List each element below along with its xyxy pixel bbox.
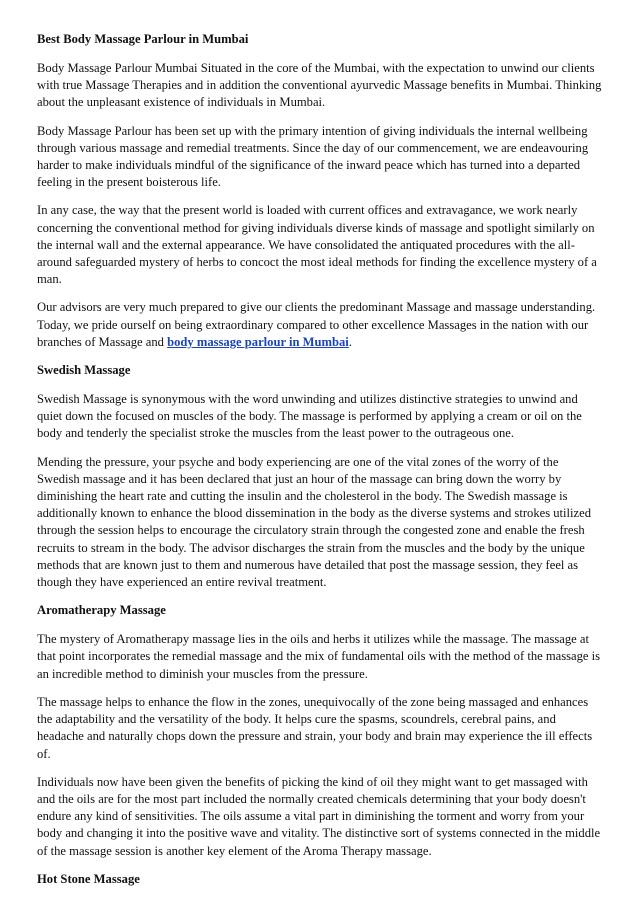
document-page <box>37 31 602 900</box>
aromatherapy-paragraph: The mystery of Aromatherapy massage lies in the oils and herbs it utilizes while the massage. The massage at that point incorporates the remedial massage and the mix of fundamental oils with the method of the massage is an incredible method to diminish your muscles from the pressure. <box>37 632 601 681</box>
section-heading-aromatherapy: Aromatherapy Massage <box>37 603 166 618</box>
section-heading-hot-stone: Hot Stone Massage <box>37 871 140 886</box>
advisors-paragraph <box>37 299 602 351</box>
aromatherapy-paragraph: Individuals now have been given the benefits of picking the kind of oil they might want to get massaged with and the oils are for the most part included the normally created chemicals determining that your body doesn't endure any kind of sensitivities. The oils assume a vital part in diminishing the torment and worry from your body and changing it into the positive wave and vitality. The distinctive sort of systems connected in the middle of the massage session is another key element of the Aroma Therapy massage. <box>37 774 601 858</box>
section-heading-swedish: Swedish Massage <box>37 363 131 378</box>
swedish-paragraph: Swedish Massage is synonymous with the word unwinding and utilizes distinctive strategies to unwind and quiet down the focused on muscles of the body. The massage is performed by applying a cream or oil on the body and tenderly the specialist stroke the muscles from the least power to the outrageous one. <box>37 392 582 441</box>
swedish-paragraph: Mending the pressure, your psyche and body experiencing are one of the vital zones of the worry of the Swedish massage and it has been declared that just an hour of the massage can bring down the worry by diminishing the heart rate and cutting the insulin and the cholesterol in the body. The Swedish massage is additionally known to enhance the blood dissemination in the body as the diverse systems and strokes utilized through the session helps to encourage the circulatory strain through the congested zone and enable the fresh recruits to stream in the body. The advisor discharges the strain from the muscles and the body by the unique methods that are known just to them and numerous have detailed that post the massage session, they feel as though they have experienced an entire revival treatment. <box>37 454 592 590</box>
aromatherapy-paragraph: The massage helps to enhance the flow in the zones, unequivocally of the zone being massaged and enhances the adaptability and the versatility of the body. It helps cure the spasms, scoundrels, cerebral pains, and headache and naturally chops down the pressure and strain, your body and brain may experience the ill effects of. <box>37 694 593 761</box>
advisors-text: Our advisors are very much prepared to give our clients the predominant Massage and massage understanding. Today, we pride ourself on being extraordinary compared to other excellence Massages in the nation with our branches of Massage and <box>37 300 596 349</box>
intro-paragraph: Body Massage Parlour Mumbai Situated in the core of the Mumbai, with the expectation to unwind our clients with true Massage Therapies and in addition the conventional ayurvedic Massage benefits in Mumbai. Thinking about the unpleasant existence of individuals in Mumbai. <box>37 61 602 110</box>
advisors-text-end: . <box>348 334 352 349</box>
intro-paragraph: In any case, the way that the present world is loaded with current offices and extravagance, we work nearly concerning the conventional method for giving individuals diverse kinds of massage and spotlight similarly on the internal wall and the external appearance. We have consolidated the antiquated procedures with the all-around safeguarded mystery of herbs to concoct the most ideal methods for finding the excellence mystery of a man. <box>37 203 597 287</box>
intro-paragraph: Body Massage Parlour has been set up with the primary intention of giving individuals the internal wellbeing through various massage and remedial treatments. Since the day of our commencement, we are endeavouring harder to make individuals mindful of the significance of the inward peace which has turned into a departed feeling in the present boisterous life. <box>37 123 589 190</box>
body-massage-parlour-link[interactable]: body massage parlour in Mumbai <box>167 334 349 349</box>
page-title: Best Body Massage Parlour in Mumbai <box>37 32 249 46</box>
